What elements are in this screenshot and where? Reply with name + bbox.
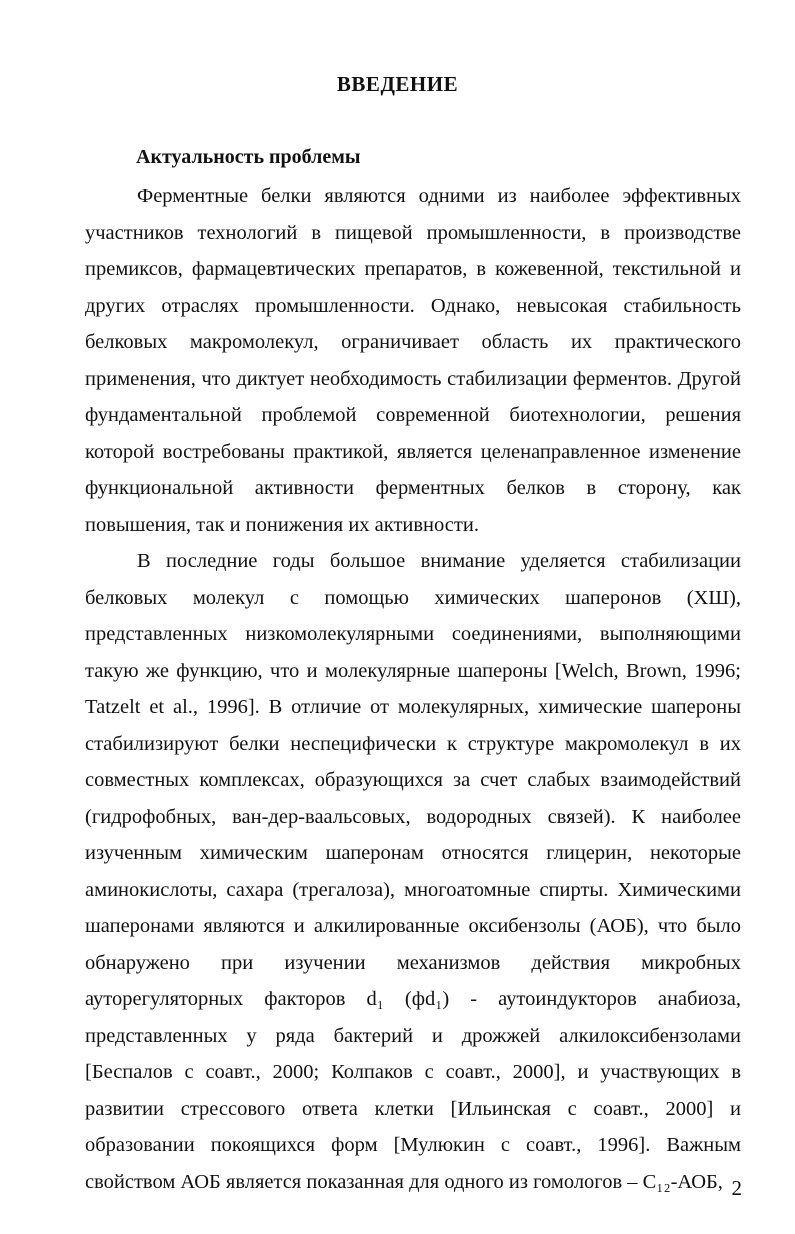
subsection-heading: Актуальность проблемы bbox=[136, 146, 361, 168]
paragraph: Ферментные белки являются одними из наиболее эффективных участников технологий в пищевой промышленности, в производстве премиксов, фармацевтических препаратов, в кожевенной, текстильной и других отраслях промышленности. Однако, невысокая стабильность белковых макромолекул, ограничивает область их практического применения, что диктует необходимость стабилизации ферментов. Другой фундаментальной проблемой современной биотехнологии, решения которой востребованы практикой, является целенаправленное изменение функциональной активности ферментных белков в сторону, как повышения, так и понижения их активности. bbox=[85, 185, 741, 536]
paragraph: В последние годы большое внимание уделяется стабилизации белковых молекул с помощью химических шаперонов (ХШ), представленных низкомолекулярными соединениями, выполняющими такую же функцию, что и молекулярные шапероны [Welch, Brown, 1996; Tatzelt et al., 1996]. В отличие от молекулярных, химические шапероны стабилизируют белки неспецифически к структуре макромолекул в их совместных комплексах, образующихся за счет слабых взаимодействий (гидрофобных, ван-дер-ваальсовых, водородных связей). К наиболее изученным химическим шаперонам относятся глицерин, некоторые аминокислоты, сахара (трегалоза), многоатомные спирты. Химическими шаперонами являются и алкилированные оксибензолы (АОБ), что было обнаружено при изучении механизмов действия микробных ауторегуляторных факторов d₁ (фd₁) - аутоиндукторов анабиоза, представленных у ряда бактерий и дрожжей алкилоксибензолами [Беспалов с соавт., 2000; Колпаков с соавт., 2000], и участвующих в развитии стрессового ответа клетки [Ильинская с соавт., 2000] и образовании покоящихся форм [Мулюкин с соавт., 1996]. Важным свойством АОБ является показанная для одного из гомологов – C₁₂-АОБ, bbox=[85, 550, 741, 1193]
section-heading: ВВЕДЕНИЕ bbox=[336, 72, 459, 96]
body-text bbox=[85, 178, 741, 1200]
page-number: 2 bbox=[731, 1176, 742, 1200]
